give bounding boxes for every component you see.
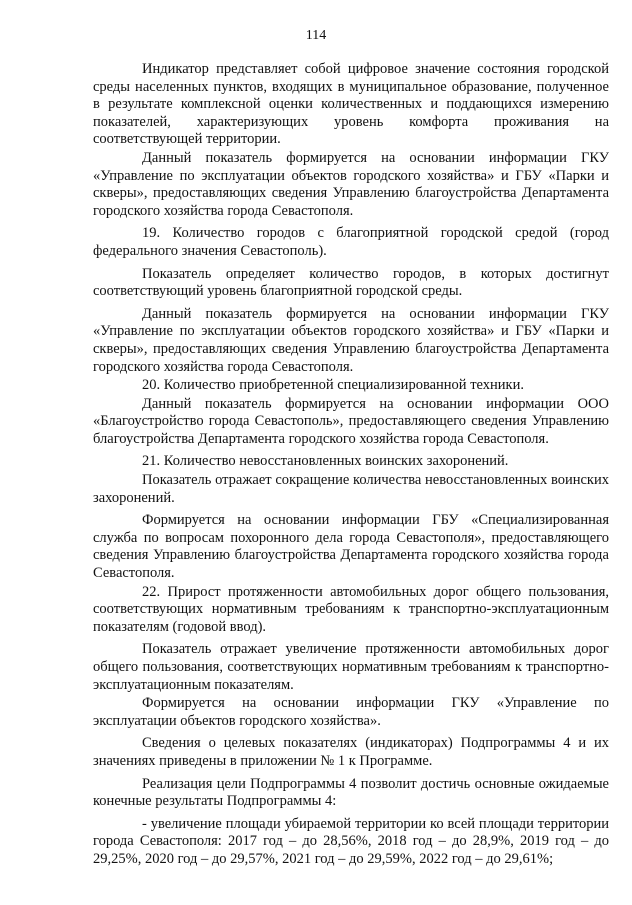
paragraph-item-21: 21. Количество невосстановленных воинских захоронений.: [142, 453, 509, 470]
paragraph-item-22-source: Формируется на основании информации ГКУ «Управление по эксплуатации объектов городского хозяйства».: [93, 695, 609, 729]
page-number: 114: [305, 28, 327, 43]
paragraph-item-19-description: Показатель определяет количество городов, в которых достигнут соответствующий уровень благоприятной городской среды.: [93, 265, 609, 300]
paragraph-item-22: 22. Прирост протяженности автомобильных дорог общего пользования, соответствующих нормативным требованиям к транспортно-эксплуатационным показателям (годовой ввод).: [93, 583, 609, 635]
list-item-cleaned-area: - увеличение площади убираемой территории ко всей площади территории города Севастополя: 2017 год – до 28,56%, 2018 год – до 28,9%, 2019 год – до 29,25%, 2020 год – до 29,57%, 2021 год – до 29,59%, 2022 год – до 29,61%;: [93, 815, 609, 867]
paragraph-indicators-reference: Сведения о целевых показателях (индикаторах) Подпрограммы 4 и их значениях приведены в приложении № 1 к Программе.: [93, 735, 609, 769]
paragraph-item-20-source: Данный показатель формируется на основании информации ООО «Благоустройство города Севастополь», предоставляющего сведения Управлению благоустройства Департамента городского хозяйства города Севастополя.: [93, 395, 609, 447]
paragraph-item-19: 19. Количество городов с благоприятной городской средой (город федерального значения Севастополь).: [93, 225, 609, 259]
paragraph-expected-results-intro: Реализация цели Подпрограммы 4 позволит достичь основные ожидаемые конечные результаты Подпрограммы 4:: [93, 775, 609, 810]
paragraph-indicator-definition: Индикатор представляет собой цифровое значение состояния городской среды населенных пунктов, входящих в муниципальное образование, полученное в результате комплексной оценки количественных и поддающихся измерению показателей, характеризующих уровень комфорта проживания на соответствующей территории.: [93, 61, 609, 148]
paragraph-item-22-description: Показатель отражает увеличение протяженности автомобильных дорог общего пользования, соответствующих нормативным требованиям к транспортно-эксплуатационным показателям.: [93, 641, 609, 693]
paragraph-item-19-source: Данный показатель формируется на основании информации ГКУ «Управление по эксплуатации объектов городского хозяйства» и ГБУ «Парки и скверы», предоставляющих сведения Управлению благоустройства Департамента городского хозяйства города Севастополя.: [93, 305, 609, 375]
paragraph-item-20: 20. Количество приобретенной специализированной техники.: [142, 377, 524, 394]
paragraph-data-source: Данный показатель формируется на основании информации ГКУ «Управление по эксплуатации объектов городского хозяйства» и ГБУ «Парки и скверы», предоставляющих сведения Управлению благоустройства Департамента городского хозяйства города Севастополя.: [93, 149, 609, 219]
body-text: [93, 61, 609, 869]
paragraph-item-21-source: Формируется на основании информации ГБУ «Специализированная служба по вопросам похоронного дела города Севастополя», предоставляющего сведения Управлению благоустройства Департамента городского хозяйства города Севастополя.: [93, 512, 609, 582]
paragraph-item-21-description: Показатель отражает сокращение количества невосстановленных воинских захоронений.: [93, 472, 609, 506]
